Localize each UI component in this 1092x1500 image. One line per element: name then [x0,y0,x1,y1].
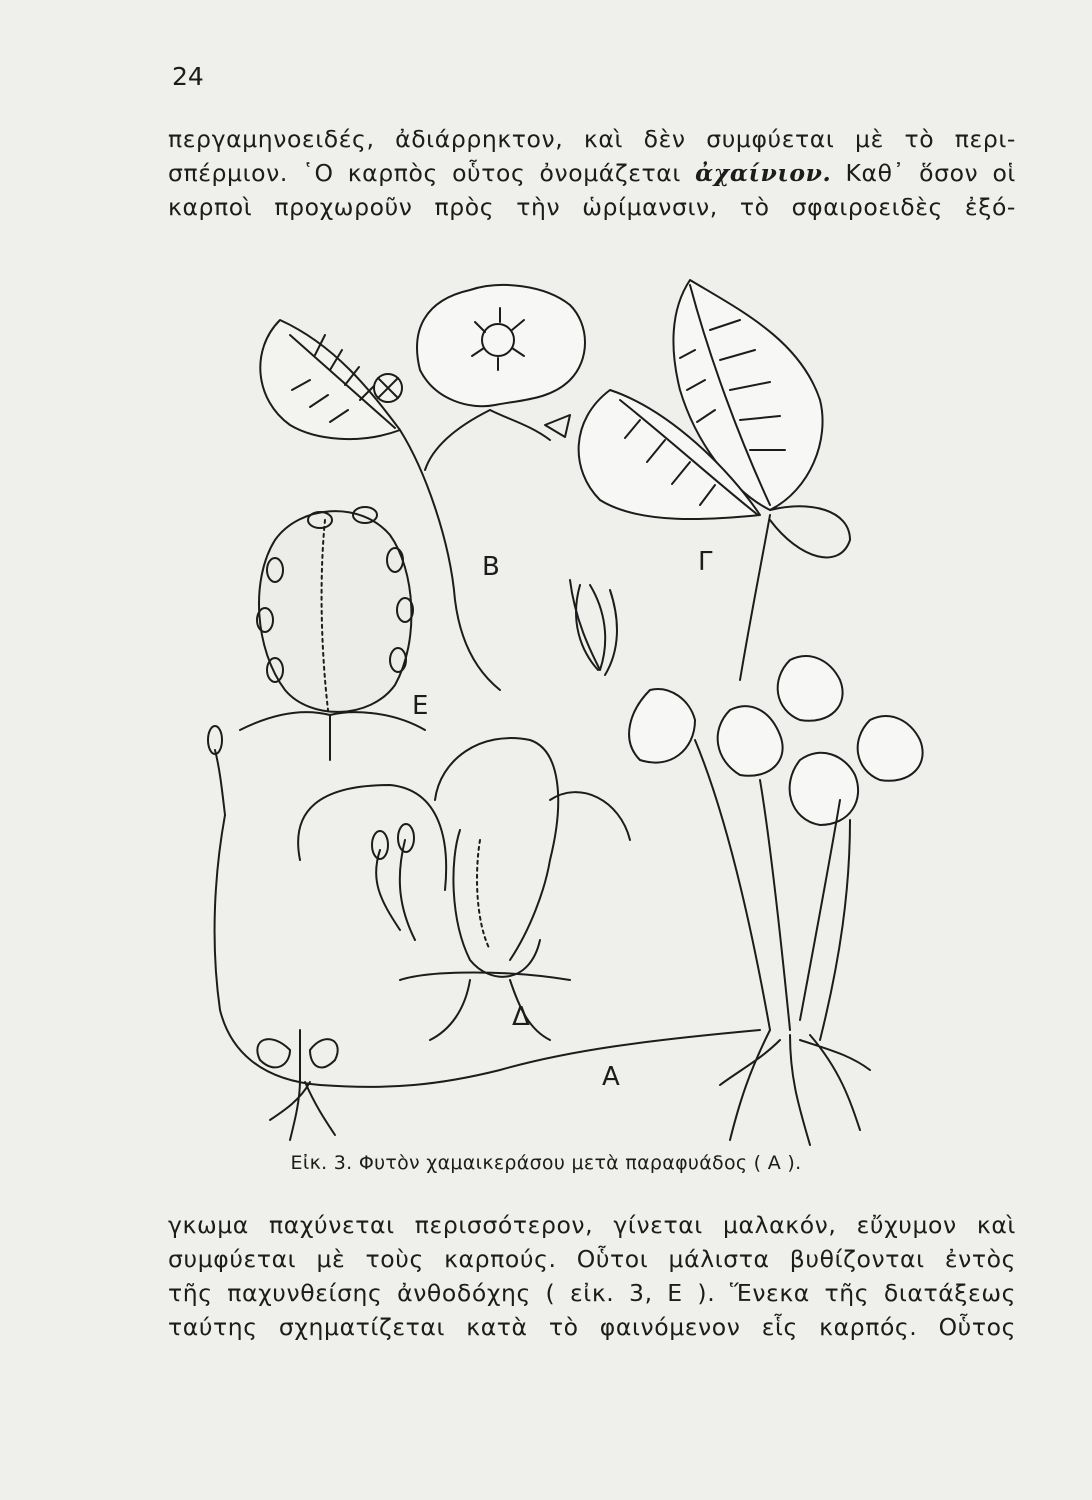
paragraph-line: τῆς παχυνθείσης ἀνθοδόχης ( εἰκ. 3, E ). Ἕνεκα τῆς διατάξεως [168,1279,1016,1307]
drawing-a-plant-with-runner [208,656,923,1145]
paragraph-line [168,156,1016,190]
paragraph-line: περγαμηνοειδές, ἀδιάρρηκτον, καὶ δὲν συμφύεται μὲ τὸ περι- [168,125,1016,153]
paragraph-line: συμφύεται μὲ τοὺς καρπούς. Οὗτοι μάλιστα βυθίζονται ἐντὸς [168,1245,1016,1273]
label-e: E [412,691,429,721]
label-a: A [602,1062,620,1092]
paragraph-bottom [168,1208,1016,1344]
paragraph-text: σπέρμιον. ῾Ο καρπὸς οὗτος ὀνομάζεται [168,159,681,187]
drawing-d-flower-section [298,738,630,1040]
strawberry-plant-figure [150,240,970,1160]
term-achainion: ἀχαίνιον. [695,159,832,187]
paragraph-line: ταύτης σχηματίζεται κατὰ τὸ φαινόμενον εἷς καρπός. Οὗτος [168,1313,1016,1341]
paragraph-top [168,122,1016,224]
figure-caption: Εἰκ. 3. Φυτὸν χαμαικεράσου μετὰ παραφυάδος ( A ). [290,1152,802,1174]
drawing-bract [570,580,617,675]
drawing-e-fruit-section [240,507,425,760]
page-number: 24 [172,62,204,91]
label-g: Γ [698,547,713,577]
label-d: Δ [512,1002,530,1032]
paragraph-line: καρποὶ προχωροῦν πρὸς τὴν ὡρίμανσιν, τὸ σφαιροειδὲς ἐξό- [168,193,1016,221]
paragraph-line: γκωμα παχύνεται περισσότερον, γίνεται μαλακόν, εὔχυμον καὶ [168,1211,1016,1239]
drawing-g-leaf [579,280,850,680]
label-b: B [482,552,500,582]
paragraph-text: Καθ᾿ ὅσον οἱ [845,159,1016,187]
